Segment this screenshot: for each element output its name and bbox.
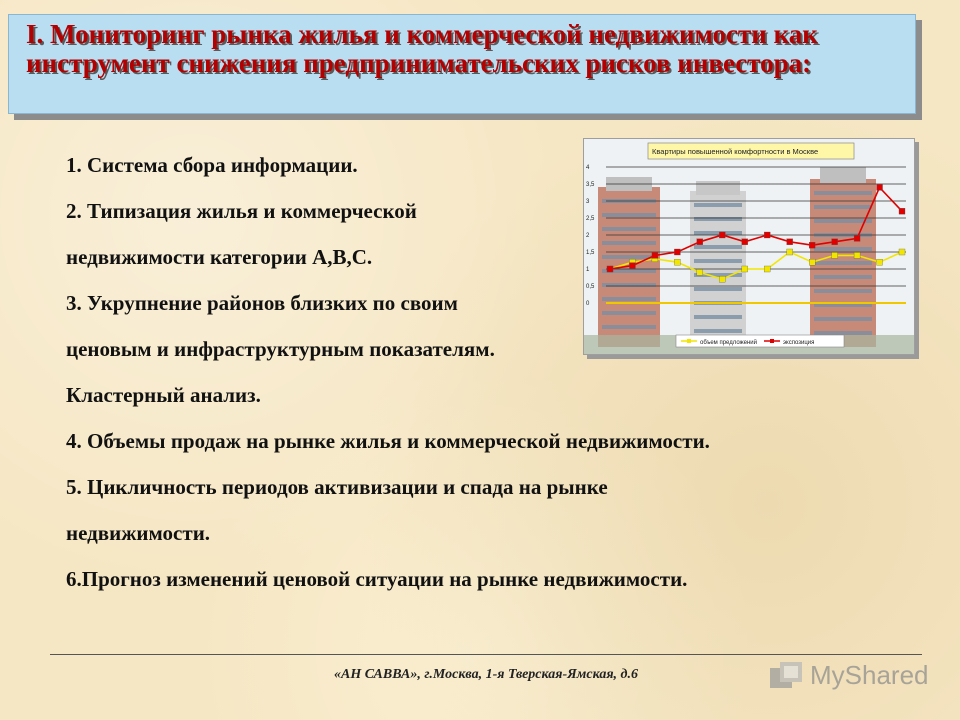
list-line: 4. Объемы продаж на рынке жилья и коммерческой недвижимости. [66,429,710,453]
y-tick-label: 2,5 [586,216,595,222]
y-tick-label: 1,5 [586,250,595,256]
chart-title: Квартиры повышенной комфортности в Москве [652,147,819,156]
y-tick-label: 2 [586,233,590,239]
list-line: 1. Система сбора информации. [66,153,358,177]
list-line: недвижимости категории А,В,С. [66,245,373,269]
y-tick-label: 0 [586,301,590,307]
slide-title: I. Мониторинг рынка жилья и коммерческой недвижимости как инструмент снижения предпринимательских рисков инвестора: [26,19,818,78]
list-line: недвижимости. [66,521,211,545]
watermark-logo [768,655,948,695]
y-tick-label: 1 [586,267,590,273]
list-line: 5. Цикличность периодов активизации и спада на рынке [66,475,608,499]
footer-address: «АН САВВА», г.Москва, 1-я Тверская-Ямская, д.6 [334,667,638,682]
watermark-icon [768,660,804,690]
content-list [66,150,906,610]
legend-label-supply: объем предложений [700,340,757,346]
list-line: 6.Прогноз изменений ценовой ситуации на рынке недвижимости. [66,567,688,591]
list-line: 3. Укрупнение районов близких по своим [66,291,458,315]
y-tick-label: 4 [586,165,590,171]
list-line: 2. Типизация жилья и коммерческой [66,199,417,223]
list-line: ценовым и инфраструктурным показателям. [66,337,495,361]
legend-label-exposure: экспозиция [783,340,815,346]
list-line: Кластерный анализ. [66,383,261,407]
y-tick-label: 0,5 [586,284,595,290]
y-tick-label: 3,5 [586,182,595,188]
watermark-text: MyShared [810,659,929,690]
y-tick-label: 3 [586,199,590,205]
